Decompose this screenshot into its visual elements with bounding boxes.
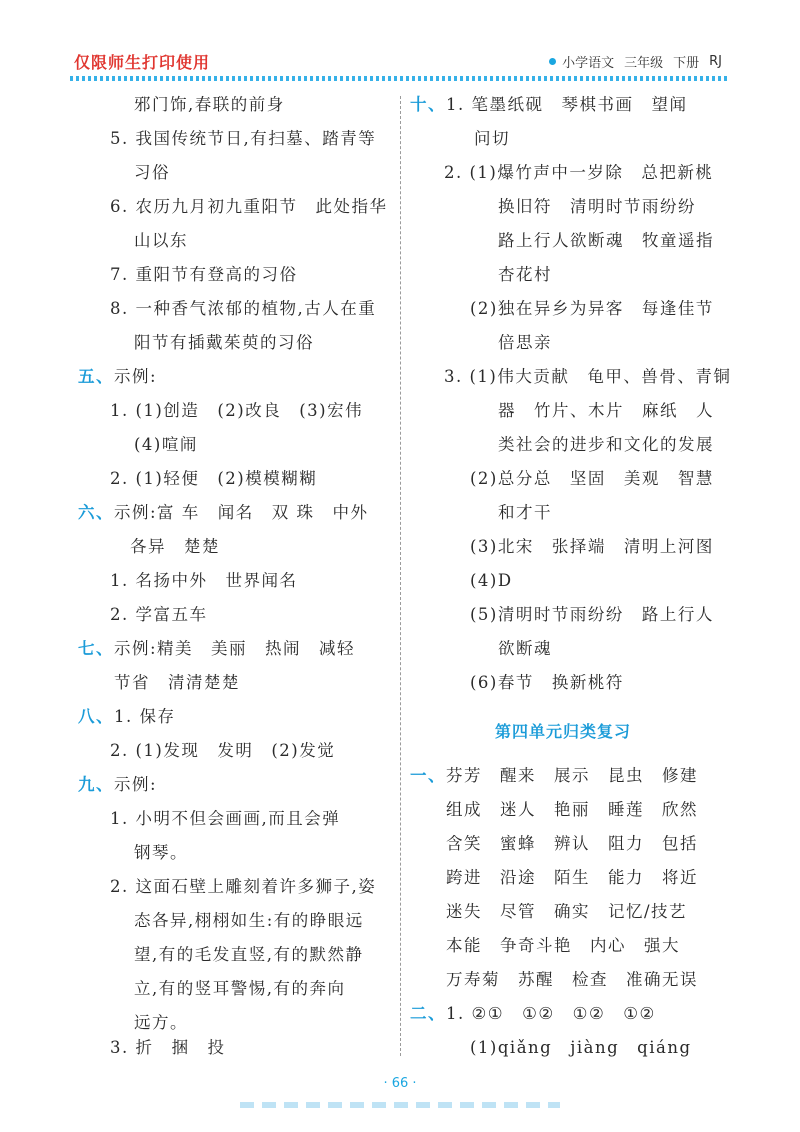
section-number: 七、: [78, 639, 114, 658]
answer-line: 万寿菊 苏醒 检查 准确无误: [446, 970, 698, 989]
answer-line: 3. (1)伟大贡献 龟甲、兽骨、青铜: [444, 367, 732, 386]
answer-line: 跨进 沿途 陌生 能力 将近: [446, 868, 698, 887]
answer-line: (1)qiǎng jiàng qiáng: [470, 1038, 692, 1057]
answer-line: 1. 名扬中外 世界闻名: [110, 571, 298, 590]
section-2: [410, 1004, 656, 1024]
answer-line: 本能 争奇斗艳 内心 强大: [446, 936, 680, 955]
edition: RJ: [709, 54, 722, 69]
answer-line: 5. 我国传统节日,有扫墓、踏青等: [110, 129, 377, 148]
section-6: [78, 503, 369, 523]
answer-line: (2)总分总 坚固 美观 智慧: [470, 469, 714, 488]
section-number: 十、: [410, 95, 446, 114]
answer-line: 邪门饰,春联的前身: [134, 95, 285, 114]
answer-line: 2. (1)发现 发明 (2)发觉: [110, 741, 336, 760]
section-text: 芬芳 醒来 展示 昆虫 修建: [446, 766, 698, 785]
page-number: · 66 ·: [383, 1076, 417, 1091]
answer-line: 2. (1)轻便 (2)模模糊糊: [110, 469, 318, 488]
answer-line: 1. (1)创造 (2)改良 (3)宏伟: [110, 401, 364, 420]
section-10: [410, 95, 688, 115]
section-number: 二、: [410, 1004, 446, 1023]
answer-line: 远方。: [134, 1013, 188, 1032]
answer-line: 各异 楚楚: [130, 537, 220, 556]
section-8: [78, 707, 176, 727]
section-text: 1. 保存: [114, 707, 176, 726]
answer-line: 山以东: [134, 231, 188, 250]
grade: 三年级: [624, 56, 664, 71]
usage-notice: 仅限师生打印使用: [74, 53, 211, 72]
section-text: 示例:精美 美丽 热闹 减轻: [114, 639, 356, 658]
answer-line: 组成 迷人 艳丽 睡莲 欣然: [446, 800, 698, 819]
answer-line: 7. 重阳节有登高的习俗: [110, 265, 298, 284]
answer-line: 杏花村: [498, 265, 552, 284]
section-number: 九、: [78, 775, 114, 794]
answer-line: 2. 这面石壁上雕刻着许多狮子,姿: [110, 877, 377, 896]
answer-line: 迷失 尽管 确实 记忆/技艺: [446, 902, 688, 921]
answer-line: 态各异,栩栩如生:有的睁眼远: [134, 911, 364, 930]
answer-line: 立,有的竖耳警惕,有的奔向: [134, 979, 346, 998]
answer-line: 2. 学富五车: [110, 605, 208, 624]
section-text: 示例:: [114, 367, 158, 386]
answer-line: 类社会的进步和文化的发展: [498, 435, 714, 454]
answer-line: (4)D: [470, 571, 513, 590]
answer-line: 节省 清清楚楚: [114, 673, 240, 692]
section-number: 一、: [410, 766, 446, 785]
answer-line: (6)春节 换新桃符: [470, 673, 624, 692]
section-1: [410, 766, 698, 786]
section-9: [78, 775, 157, 795]
answer-line: 含笑 蜜蜂 辨认 阻力 包括: [446, 834, 698, 853]
footer-decoration: [240, 1102, 560, 1108]
answer-line: 习俗: [134, 163, 170, 182]
column-divider: [400, 96, 401, 1056]
answer-line: (5)清明时节雨纷纷 路上行人: [470, 605, 714, 624]
section-text: 1. ②① ①② ①② ①②: [446, 1004, 656, 1023]
answer-line: 欲断魂: [498, 639, 552, 658]
answer-line: 换旧符 清明时节雨纷纷: [498, 197, 696, 216]
answer-line: 望,有的毛发直竖,有的默然静: [134, 945, 364, 964]
answer-line: 1. 小明不但会画画,而且会弹: [110, 809, 341, 828]
answer-line: (4)喧闹: [134, 435, 198, 454]
unit-title: 第四单元归类复习: [495, 722, 632, 741]
book-info: [549, 52, 722, 71]
answer-line: 问切: [474, 129, 510, 148]
term: 下册: [673, 56, 700, 71]
answer-line: (3)北宋 张择端 清明上河图: [470, 537, 714, 556]
answer-line: 8. 一种香气浓郁的植物,古人在重: [110, 299, 377, 318]
answer-line: 6. 农历九月初九重阳节 此处指华: [110, 197, 388, 216]
answer-line: 3. 折 捆 投: [110, 1038, 226, 1057]
answer-line: 钢琴。: [134, 843, 188, 862]
answer-line: (2)独在异乡为异客 每逢佳节: [470, 299, 714, 318]
answer-line: 路上行人欲断魂 牧童遥指: [498, 231, 714, 250]
section-number: 八、: [78, 707, 114, 726]
section-number: 六、: [78, 503, 114, 522]
subject: 小学语文: [562, 56, 615, 71]
answer-line: 2. (1)爆竹声中一岁除 总把新桃: [444, 163, 714, 182]
header-divider: [70, 76, 730, 81]
section-text: 示例:: [114, 775, 158, 794]
answer-line: 和才干: [498, 503, 552, 522]
answer-line: 器 竹片、木片 麻纸 人: [498, 401, 714, 420]
bullet-icon: [549, 58, 556, 65]
section-text: 1. 笔墨纸砚 琴棋书画 望闻: [446, 95, 688, 114]
answer-line: 倍思亲: [498, 333, 552, 352]
section-number: 五、: [78, 367, 114, 386]
section-7: [78, 639, 355, 659]
answer-line: 阳节有插戴茱萸的习俗: [134, 333, 314, 352]
section-5: [78, 367, 157, 387]
section-text: 示例:富 车 闻名 双 珠 中外: [114, 503, 369, 522]
